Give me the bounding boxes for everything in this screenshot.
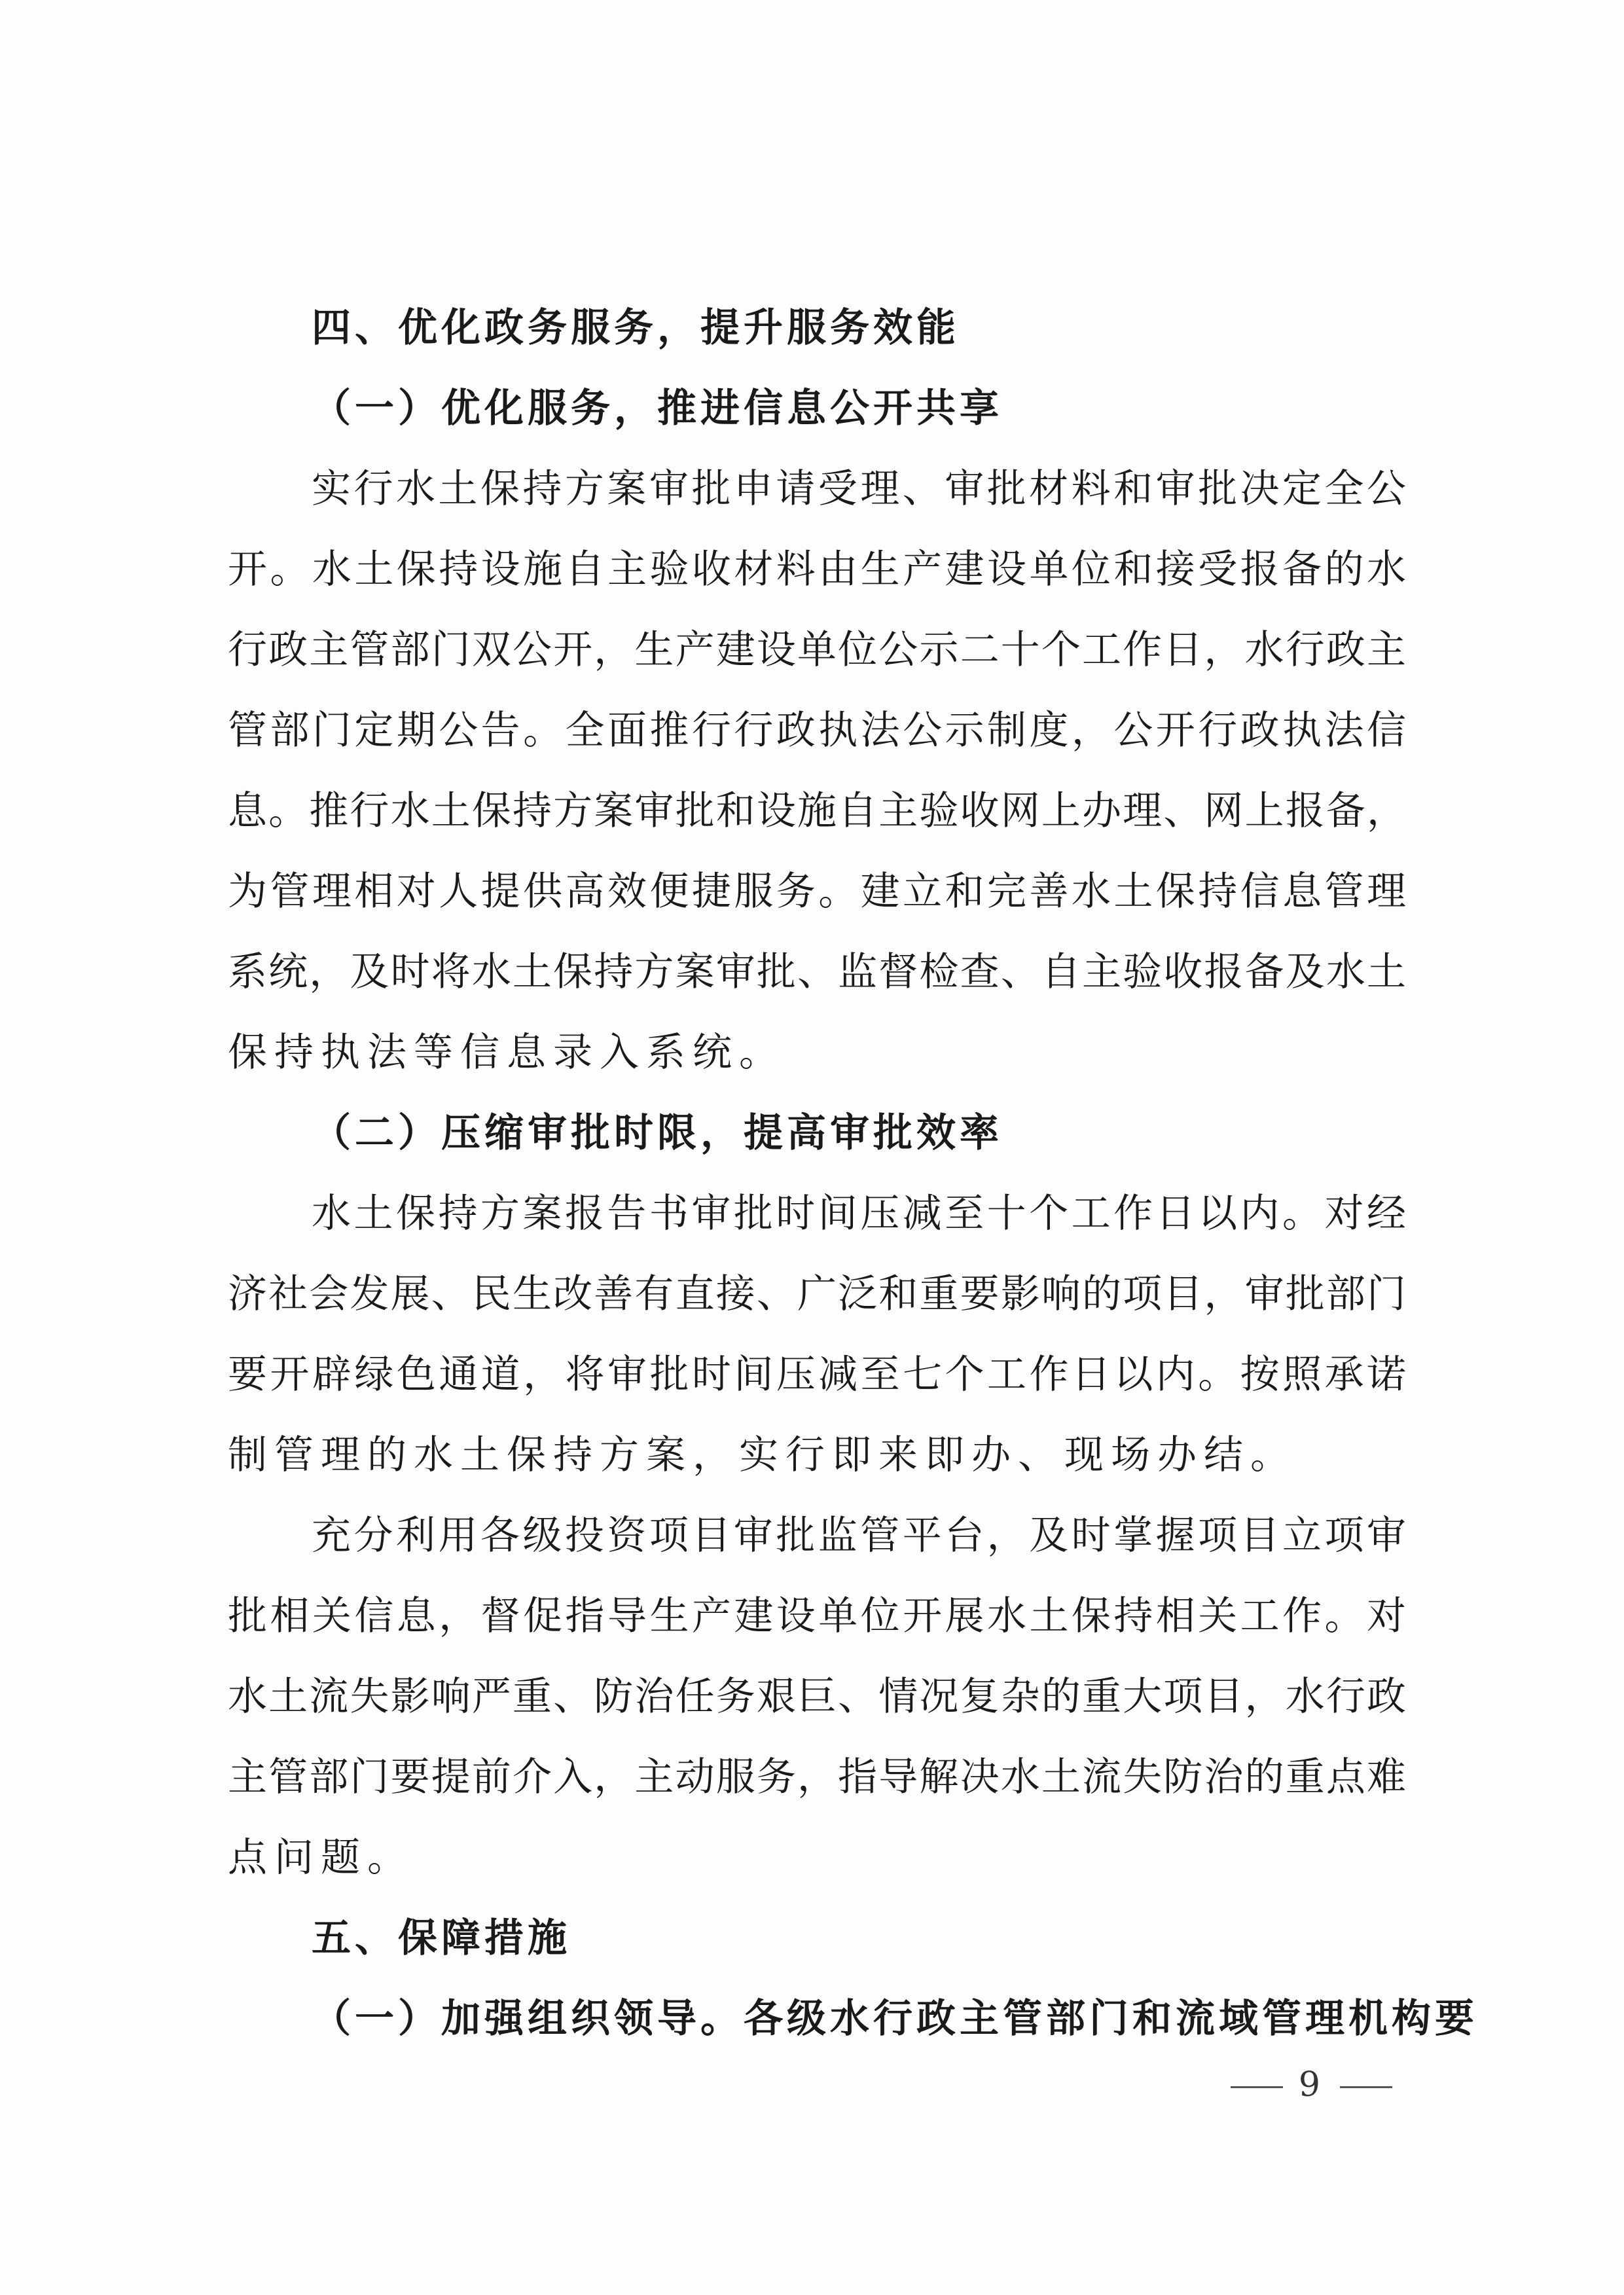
section-heading-4: 四、优化政务服务，提升服务效能 [312,305,960,351]
paragraph-line: 批相关信息，督促指导生产建设单位开展水土保持相关工作。对 [228,1593,1406,1639]
page-number-value: 9 [1298,2065,1324,2105]
paragraph-line: 开。水土保持设施自主验收材料由生产建设单位和接受报备的水 [228,547,1406,592]
subsection-heading-1: （一）优化服务，推进信息公开共享 [312,386,1003,431]
paragraph-line: 水土流失影响严重、防治任务艰巨、情况复杂的重大项目，水行政 [228,1674,1406,1720]
paragraph-line: 点问题。 [228,1835,414,1881]
paragraph-line: 主管部门要提前介入，主动服务，指导解决水土流失防治的重点难 [228,1754,1406,1800]
page-number-dash-left [1231,2086,1283,2088]
paragraph-line: 水土保持方案报告书审批时间压减至十个工作日以内。对经 [312,1191,1406,1237]
page-number [1215,2065,1408,2105]
paragraph-line: 济社会发展、民生改善有直接、广泛和重要影响的项目，审批部门 [228,1271,1406,1317]
paragraph-line: 制管理的水土保持方案，实行即来即办、现场办结。 [228,1432,1297,1478]
paragraph-line: 实行水土保持方案审批申请受理、审批材料和审批决定全公 [312,466,1406,512]
page-number-dash-right [1340,2086,1392,2088]
paragraph-line: 为管理相对人提供高效便捷服务。建立和完善水土保持信息管理 [228,869,1406,914]
paragraph-line: 系统，及时将水土保持方案审批、监督检查、自主验收报备及水土 [228,949,1406,995]
subsection-heading-2: （二）压缩审批时限，提高审批效率 [312,1110,1003,1156]
paragraph-line: 充分利用各级投资项目审批监管平台，及时掌握项目立项审 [312,1513,1406,1559]
section-heading-5: 五、保障措施 [312,1915,571,1961]
paragraph-line: 保持执法等信息录入系统。 [228,1030,785,1075]
paragraph-line: 息。推行水土保持方案审批和设施自主验收网上办理、网上报备， [228,788,1406,834]
paragraph-line: 要开辟绿色通道，将审批时间压减至七个工作日以内。按照承诺 [228,1352,1406,1398]
subsection-heading-3: （一）加强组织领导。各级水行政主管部门和流域管理机构要 [312,1996,1478,2042]
document-body [228,288,1478,2059]
paragraph-line: 管部门定期公告。全面推行行政执法公示制度，公开行政执法信 [228,708,1406,753]
paragraph-line: 行政主管部门双公开，生产建设单位公示二十个工作日，水行政主 [228,627,1406,673]
